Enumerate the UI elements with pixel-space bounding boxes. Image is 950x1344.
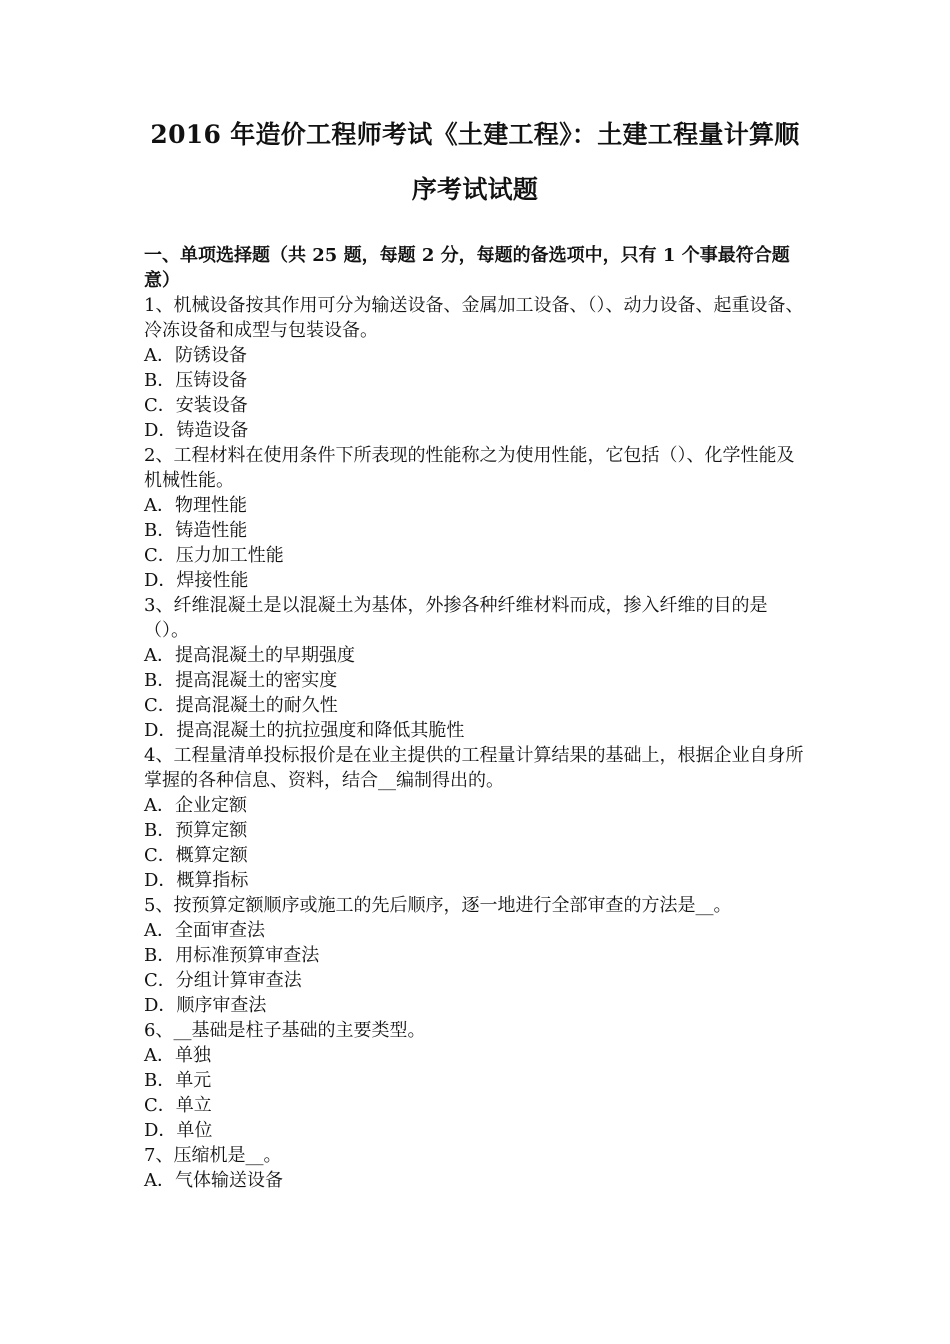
answer-option: C．单立 [144,1095,212,1116]
answer-option: A．提高混凝土的早期强度 [144,645,355,666]
answer-option: D．概算指标 [144,870,249,891]
answer-option: A．防锈设备 [144,345,247,366]
answer-option: A．全面审查法 [144,920,265,941]
answer-option: B．提高混凝土的密实度 [144,670,338,691]
answer-option: B．铸造性能 [144,520,248,541]
section-header: 一、单项选择题（共 25 题，每题 2 分，每题的备选项中，只有 1 个事最符合题意） [144,245,790,291]
question-text: 3、纤维混凝土是以混凝土为基体，外掺各种纤维材料而成，掺入纤维的目的是（）。 [144,595,768,641]
question-list [144,293,808,1193]
document-body [144,243,808,1193]
answer-option: D．提高混凝土的抗拉强度和降低其脆性 [144,720,465,741]
document-title-line-1: 2016 年造价工程师考试《土建工程》：土建工程量计算顺 [150,120,800,149]
answer-option: D．焊接性能 [144,570,249,591]
answer-option: C．概算定额 [144,845,248,866]
answer-option: D．单位 [144,1120,213,1141]
question-text: 2、工程材料在使用条件下所表现的性能称之为使用性能，它包括（）、化学性能及机械性能。 [144,445,795,491]
answer-option: B．预算定额 [144,820,248,841]
answer-option: B．压铸设备 [144,370,248,391]
question-text: 4、工程量清单投标报价是在业主提供的工程量计算结果的基础上，根据企业自身所掌握的各种信息、资料，结合__编制得出的。 [144,745,804,791]
answer-option: B．单元 [144,1070,212,1091]
answer-option: A．企业定额 [144,795,247,816]
answer-option: C．提高混凝土的耐久性 [144,695,338,716]
answer-option: D．顺序审查法 [144,995,267,1016]
answer-option: A．物理性能 [144,495,247,516]
answer-option: B．用标准预算审查法 [144,945,320,966]
answer-option: C．安装设备 [144,395,248,416]
question-text: 1、机械设备按其作用可分为输送设备、金属加工设备、（）、动力设备、起重设备、冷冻设备和成型与包装设备。 [144,295,804,341]
answer-option: D．铸造设备 [144,420,249,441]
answer-option: A．单独 [144,1045,211,1066]
question-text: 7、压缩机是__。 [144,1145,282,1166]
answer-option: A．气体输送设备 [144,1170,283,1191]
answer-option: C．分组计算审查法 [144,970,302,991]
question-text: 6、__基础是柱子基础的主要类型。 [144,1020,426,1041]
question-text: 5、按预算定额顺序或施工的先后顺序，逐一地进行全部审查的方法是__。 [144,895,732,916]
document-title-line-2: 序考试试题 [411,175,539,204]
answer-option: C．压力加工性能 [144,545,284,566]
